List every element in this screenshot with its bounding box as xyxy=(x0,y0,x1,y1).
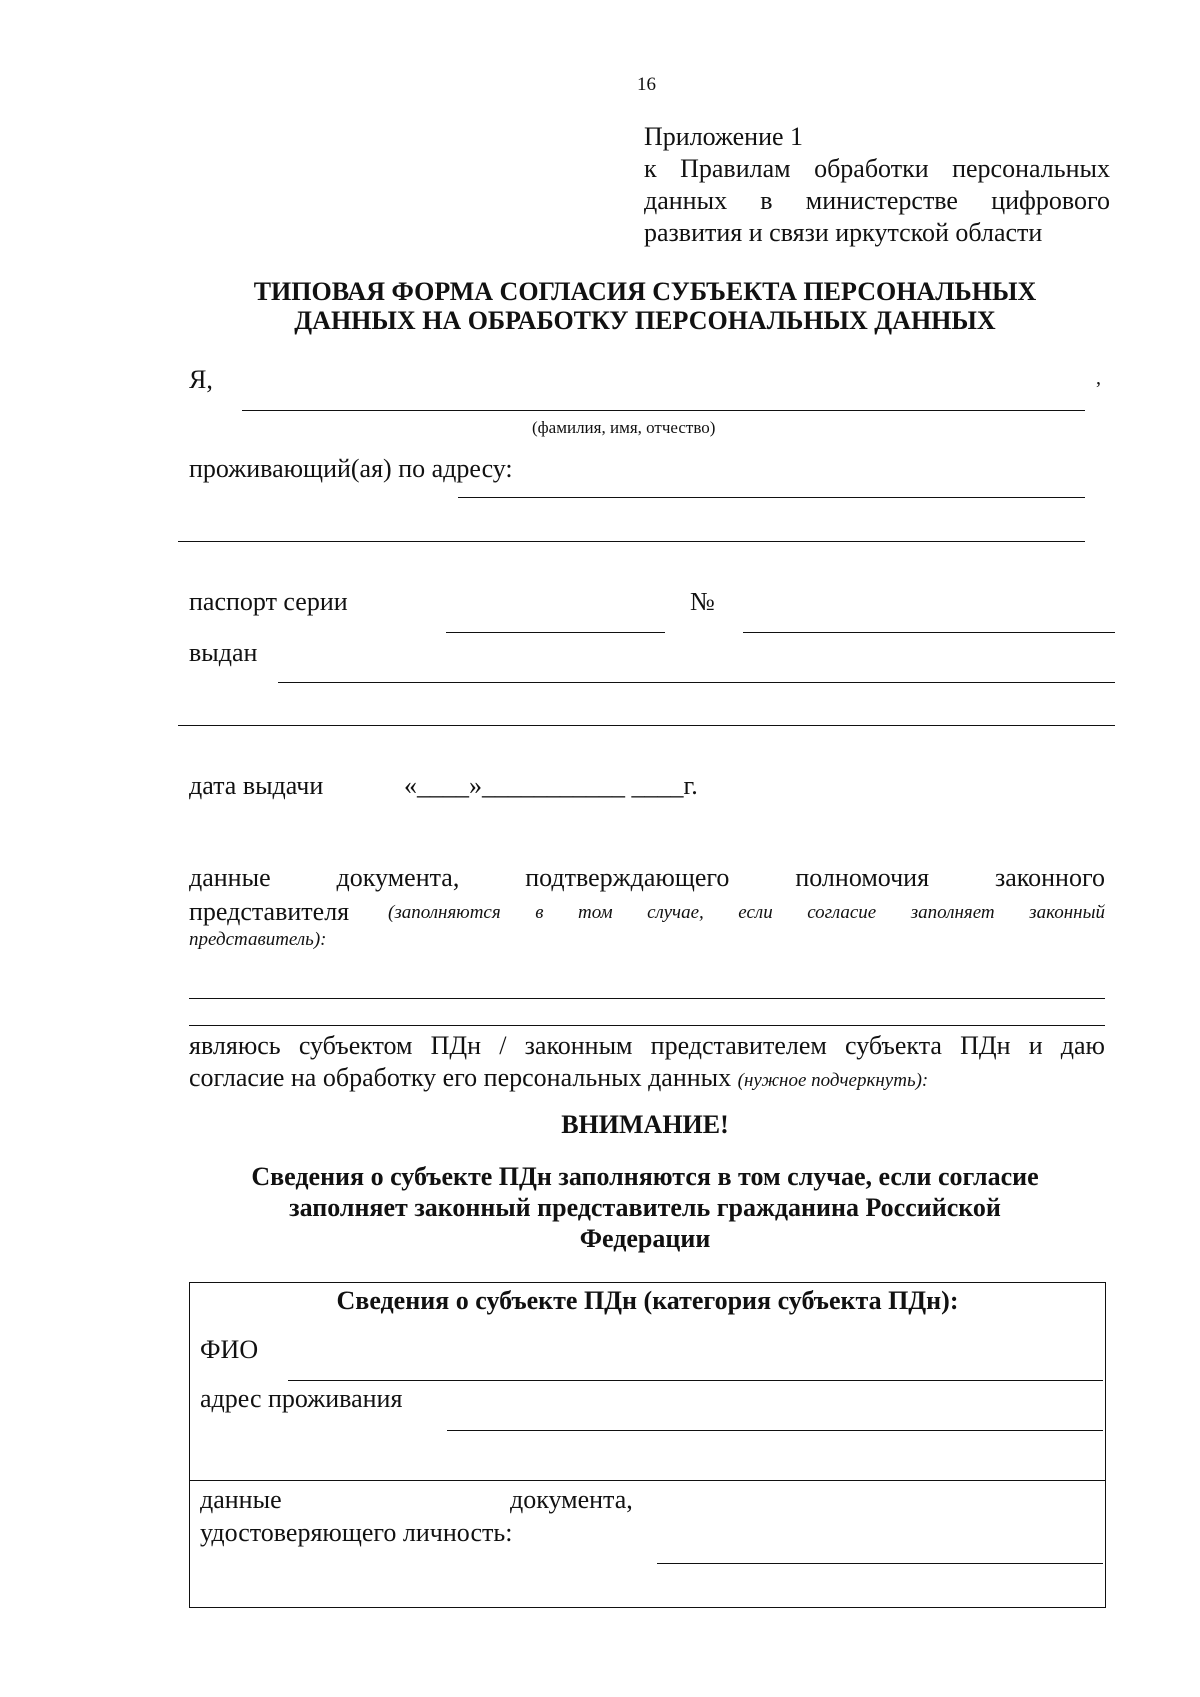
issued-by-field-1[interactable] xyxy=(278,682,1115,683)
address-field-2[interactable] xyxy=(178,541,1085,542)
issued-by-label: выдан xyxy=(189,638,258,667)
subject-statement-line xyxy=(189,1031,1105,1061)
subject-address-field[interactable] xyxy=(447,1430,1103,1431)
attention-line-1: Сведения о субъекте ПДн заполняются в том случае, если согласие xyxy=(251,1162,1039,1191)
appendix-word: к xyxy=(644,154,657,183)
appendix-word: Правилам xyxy=(680,154,791,183)
rep-doc-field-2[interactable] xyxy=(189,1025,1105,1026)
subject-word: и xyxy=(1028,1031,1043,1060)
rep-note-word: том xyxy=(577,902,613,923)
appendix-line-4: развития и связи иркутской области xyxy=(644,218,1043,247)
subject-id-doc-word-1: данные xyxy=(200,1485,282,1514)
subject-id-doc-word-2: документа, xyxy=(510,1485,633,1514)
passport-series-label: паспорт серии xyxy=(189,587,348,616)
passport-series-field[interactable] xyxy=(446,632,665,633)
subject-address-label: адрес проживания xyxy=(200,1384,403,1413)
subject-word: ПДн xyxy=(430,1031,482,1060)
rep-doc-word: документа, xyxy=(336,863,460,892)
rep-note-word: если xyxy=(738,902,773,923)
subject-word: субъекта xyxy=(845,1031,942,1060)
subject-box-divider xyxy=(189,1480,1106,1481)
address-field-1[interactable] xyxy=(458,497,1085,498)
subject-fio-field[interactable] xyxy=(288,1380,1103,1381)
appendix-word: цифрового xyxy=(991,186,1110,215)
rep-note-word: согласие xyxy=(807,902,877,923)
appendix-line-2 xyxy=(644,154,1110,184)
address-label: проживающий(ая) по адресу: xyxy=(189,454,513,483)
subject-word: законным xyxy=(524,1031,633,1060)
issue-date-field[interactable]: «____»___________ ____г. xyxy=(404,771,698,800)
subject-fio-label: ФИО xyxy=(200,1335,259,1364)
document-title-line-1: ТИПОВАЯ ФОРМА СОГЛАСИЯ СУБЪЕКТА ПЕРСОНАЛЬНЫХ xyxy=(253,277,1037,306)
issue-date-label: дата выдачи xyxy=(189,771,324,800)
subject-box-heading: Сведения о субъекте ПДн (категория субъекта ПДн): xyxy=(336,1286,959,1315)
subject-word: являюсь xyxy=(189,1031,281,1060)
subject-word: даю xyxy=(1060,1031,1105,1060)
consent-note: (нужное подчеркнуть): xyxy=(737,1070,929,1091)
appendix-word: министерстве xyxy=(805,186,958,215)
attention-line-3: Федерации xyxy=(579,1224,711,1253)
appendix-line-3 xyxy=(644,186,1110,216)
subject-word: субъектом xyxy=(298,1031,413,1060)
subject-word: представителем xyxy=(650,1031,827,1060)
rep-note-end: представитель): xyxy=(189,929,327,950)
rep-note-word: в xyxy=(535,902,544,923)
rep-doc-word: полномочия xyxy=(795,863,930,892)
appendix-line-1: Приложение 1 xyxy=(644,122,804,151)
passport-number-field[interactable] xyxy=(743,632,1115,633)
subject-id-doc-line-2: удостоверяющего личность: xyxy=(200,1518,513,1547)
subject-word: ПДн xyxy=(960,1031,1011,1060)
rep-doc-word: данные xyxy=(189,863,271,892)
document-title-line-2: ДАННЫХ НА ОБРАБОТКУ ПЕРСОНАЛЬНЫХ ДАННЫХ xyxy=(294,306,996,335)
fio-field[interactable] xyxy=(242,410,1085,411)
page-number: 16 xyxy=(637,74,656,95)
rep-doc-word: законного xyxy=(995,863,1105,892)
fio-caption: (фамилия, имя, отчество) xyxy=(532,418,716,437)
rep-note-word: (заполняются xyxy=(388,902,501,923)
appendix-word: в xyxy=(760,186,773,215)
rep-label: представителя xyxy=(189,897,350,926)
comma-mark: , xyxy=(1096,367,1101,389)
consent-text: согласие на обработку его персональных данных xyxy=(189,1063,732,1092)
appendix-word: обработки xyxy=(814,154,929,183)
i-label: Я, xyxy=(189,365,213,394)
rep-note-line xyxy=(388,900,1105,926)
rep-note-word: законный xyxy=(1029,902,1105,923)
rep-doc-line xyxy=(189,863,1105,893)
appendix-word: персональных xyxy=(952,154,1110,183)
subject-word: / xyxy=(499,1031,507,1060)
appendix-word: данных xyxy=(644,186,728,215)
rep-note-word: случае, xyxy=(647,902,704,923)
subject-id-doc-field[interactable] xyxy=(657,1563,1103,1564)
passport-number-label: № xyxy=(690,587,715,616)
rep-doc-field-1[interactable] xyxy=(189,998,1105,999)
issued-by-field-2[interactable] xyxy=(178,725,1115,726)
rep-doc-word: подтверждающего xyxy=(525,863,730,892)
consent-line xyxy=(189,1063,928,1096)
subject-info-box xyxy=(189,1282,1106,1608)
rep-note-word: заполняет xyxy=(910,902,995,923)
attention-heading: ВНИМАНИЕ! xyxy=(561,1110,729,1139)
attention-line-2: заполняет законный представитель гражданина Российской xyxy=(289,1193,1001,1222)
